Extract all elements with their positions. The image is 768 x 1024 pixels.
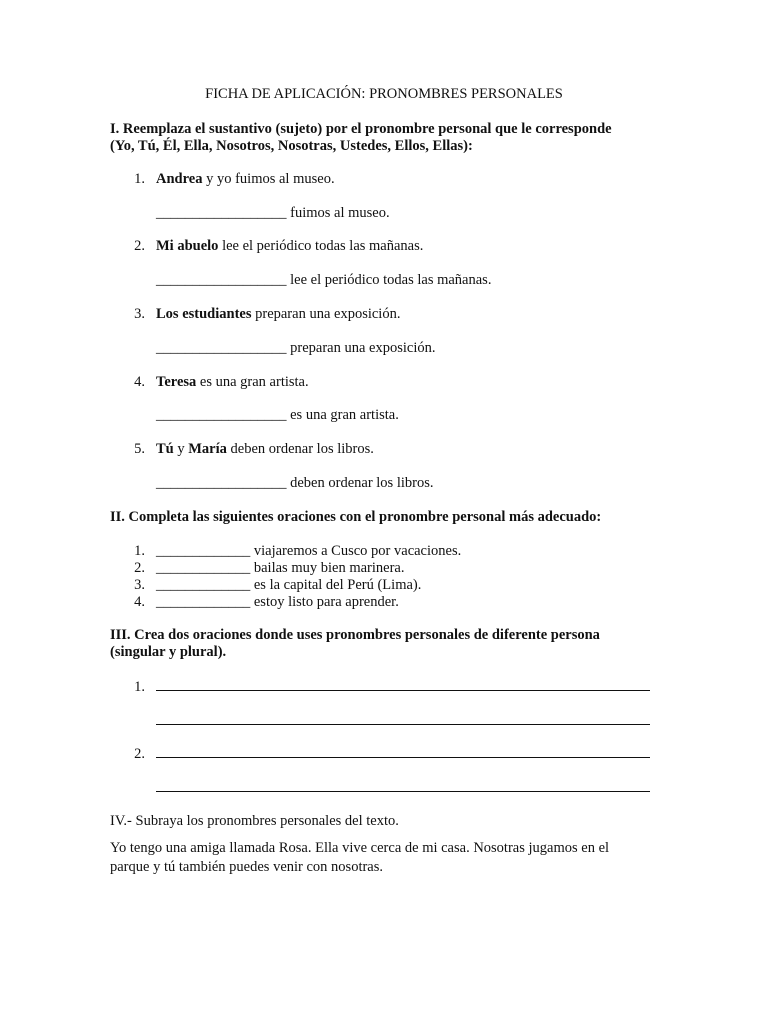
- s1-answer-text: preparan una exposición.: [286, 340, 436, 356]
- s3-item-1-continuation: [156, 712, 768, 730]
- s1-subject: Teresa: [156, 374, 197, 390]
- s3-answer-line[interactable]: [156, 745, 650, 758]
- s1-answer-2[interactable]: [156, 272, 768, 289]
- s1-predicate: deben ordenar los libros.: [226, 441, 374, 457]
- s1-question-1: [127, 171, 768, 188]
- s1-question-5: [127, 441, 768, 458]
- s2-blank[interactable]: _____________: [156, 543, 251, 559]
- s1-answer-text: lee el periódico todas las mañanas.: [286, 272, 492, 288]
- s1-answer-4[interactable]: [156, 407, 768, 424]
- s2-item-number: 1.: [134, 543, 145, 559]
- section2-heading: II. Completa las siguientes oraciones con el pronombre personal más adecuado:: [110, 509, 602, 525]
- s1-answer-5[interactable]: [156, 475, 768, 492]
- s2-item-text: es la capital del Perú (Lima).: [250, 577, 422, 593]
- s2-blank[interactable]: _____________: [156, 577, 251, 593]
- s1-subject-b: María: [188, 441, 227, 457]
- s2-item-text: bailas muy bien marinera.: [250, 560, 405, 576]
- s2-item-number: 4.: [134, 594, 145, 610]
- section1-heading-line1: I. Reemplaza el sustantivo (sujeto) por el pronombre personal que le corresponde: [110, 121, 612, 137]
- s1-answer-blank[interactable]: __________________: [156, 407, 287, 423]
- s2-item-number: 3.: [134, 577, 145, 593]
- s1-answer-1[interactable]: [156, 205, 768, 222]
- s3-item-1: [127, 678, 768, 696]
- s1-item-number: 3.: [134, 306, 145, 322]
- s2-item-1: [127, 543, 768, 560]
- s1-answer-text: fuimos al museo.: [286, 205, 390, 221]
- page-title: [0, 86, 768, 103]
- section1-heading-line2: (Yo, Tú, Él, Ella, Nosotros, Nosotras, Ustedes, Ellos, Ellas):: [110, 138, 473, 154]
- s1-connector: y: [173, 441, 189, 457]
- s1-question-2: [127, 238, 768, 255]
- s2-item-4: [127, 594, 768, 611]
- s3-answer-line[interactable]: [156, 712, 650, 725]
- s1-subject: Andrea: [156, 171, 203, 187]
- s1-predicate: y yo fuimos al museo.: [202, 171, 335, 187]
- s3-answer-line[interactable]: [156, 678, 650, 691]
- s1-subject-a: Tú: [156, 441, 174, 457]
- s3-item-2: [127, 745, 768, 763]
- section3-heading-line2: (singular y plural).: [110, 644, 227, 660]
- s1-answer-blank[interactable]: __________________: [156, 340, 287, 356]
- s3-item-number: 2.: [134, 746, 145, 762]
- s1-answer-3[interactable]: [156, 340, 768, 357]
- s2-item-2: [127, 560, 768, 577]
- s1-subject: Los estudiantes: [156, 306, 252, 322]
- s1-question-3: [127, 306, 768, 323]
- s1-item-number: 1.: [134, 171, 145, 187]
- s2-item-text: viajaremos a Cusco por vacaciones.: [250, 543, 462, 559]
- s3-item-number: 1.: [134, 679, 145, 695]
- s2-blank[interactable]: _____________: [156, 594, 251, 610]
- s1-item-number: 4.: [134, 374, 145, 390]
- s1-subject: Mi abuelo: [156, 238, 219, 254]
- title-text: FICHA DE APLICACIÓN: PRONOMBRES PERSONALES: [205, 86, 563, 102]
- s3-item-2-continuation: [156, 779, 768, 797]
- s1-question-4: [127, 374, 768, 391]
- s1-predicate: es una gran artista.: [196, 374, 309, 390]
- section4-text-line1: Yo tengo una amiga llamada Rosa. Ella vive cerca de mi casa. Nosotras jugamos en el: [110, 840, 610, 856]
- s1-answer-blank[interactable]: __________________: [156, 205, 287, 221]
- s3-answer-line[interactable]: [156, 779, 650, 792]
- s1-answer-text: es una gran artista.: [286, 407, 399, 423]
- section3-heading-line1: III. Crea dos oraciones donde uses pronombres personales de diferente persona: [110, 627, 600, 643]
- s1-predicate: preparan una exposición.: [251, 306, 401, 322]
- s1-item-number: 5.: [134, 441, 145, 457]
- s2-blank[interactable]: _____________: [156, 560, 251, 576]
- s2-item-text: estoy listo para aprender.: [250, 594, 399, 610]
- s1-predicate: lee el periódico todas las mañanas.: [218, 238, 424, 254]
- section4-heading: IV.- Subraya los pronombres personales del texto.: [110, 813, 399, 829]
- s1-answer-text: deben ordenar los libros.: [286, 475, 434, 491]
- s2-item-number: 2.: [134, 560, 145, 576]
- s1-item-number: 2.: [134, 238, 145, 254]
- s2-item-3: [127, 577, 768, 594]
- s1-answer-blank[interactable]: __________________: [156, 272, 287, 288]
- section4-text-line2: parque y tú también puedes venir con nosotras.: [110, 859, 384, 875]
- s1-answer-blank[interactable]: __________________: [156, 475, 287, 491]
